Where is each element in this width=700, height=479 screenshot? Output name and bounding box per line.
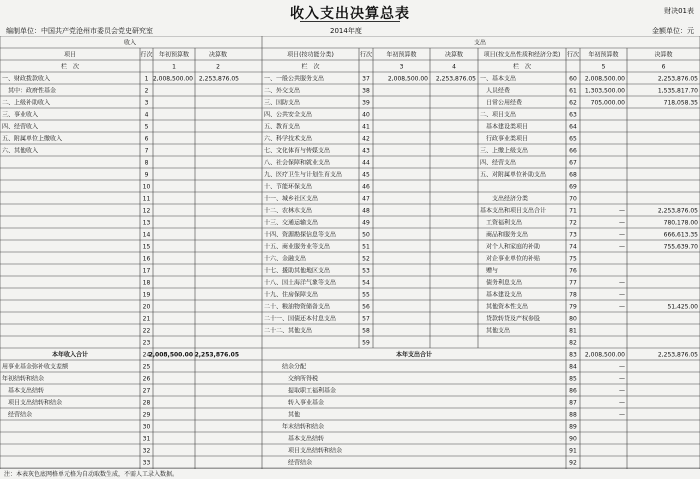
income-cell: 2,253,876.05 <box>194 351 239 359</box>
income-cell: 经营结余 <box>2 411 33 419</box>
econ-col-header: 项目(按支出性质和经济分类) <box>483 51 561 59</box>
expense-lower-cell: 86 <box>569 387 577 395</box>
func-cell: 55 <box>362 291 370 299</box>
func-cell: 53 <box>362 267 370 275</box>
econ-cell: 70 <box>569 195 577 203</box>
econ-cell: 1,303,500.00 <box>584 87 625 95</box>
income-cell: 16 <box>142 255 151 263</box>
econ-cell: 债务利息支出 <box>480 279 523 287</box>
func-cell: 54 <box>362 279 370 287</box>
expense-lower-cell: 结余分配 <box>282 363 307 371</box>
econ-cell: 60 <box>569 75 577 83</box>
econ-cell: 755,639.70 <box>663 243 698 251</box>
budget-table <box>0 36 700 469</box>
func-cell: 十一、城乡社区支出 <box>264 195 319 203</box>
income-cell: 24 <box>142 351 151 359</box>
econ-cell: 65 <box>569 135 577 143</box>
expense-lower-cell: 85 <box>569 375 577 383</box>
econ-cell: 2,008,500.00 <box>584 75 625 83</box>
econ-cell: 67 <box>569 159 577 167</box>
func-cell: 十二、农林水支出 <box>264 207 313 215</box>
income-col-index: 2 <box>216 63 220 71</box>
econ-cell: 其他支出 <box>480 327 511 335</box>
income-cell: 其中：政府性基金 <box>2 87 57 95</box>
econ-col-header: 年初预算数 <box>588 51 619 59</box>
income-col-header: 年初预算数 <box>158 51 190 59</box>
income-cell: 4 <box>144 111 149 119</box>
income-cell: 二、上级补助收入 <box>2 99 51 107</box>
income-cell: 1 <box>144 75 149 83</box>
expense-lower-cell: 本年支出合计 <box>395 351 433 359</box>
econ-cell: 2,253,876.05 <box>657 207 698 215</box>
income-cell: 30 <box>142 423 151 431</box>
income-cell: 三、事业收入 <box>2 111 39 119</box>
func-cell: 十八、国土海洋气象等支出 <box>264 279 337 287</box>
func-cell: 45 <box>362 171 370 179</box>
econ-cell: 66 <box>569 147 577 155</box>
func-cell: 二、外交支出 <box>264 87 301 95</box>
income-cell: 14 <box>142 231 151 239</box>
income-cell: 21 <box>142 315 151 323</box>
econ-cell: 51,425.00 <box>667 303 698 311</box>
income-cell: 22 <box>142 327 151 335</box>
income-cell: 19 <box>142 291 151 299</box>
expense-lower-cell: 项目支出结转和结余 <box>282 447 343 455</box>
econ-cell: 79 <box>569 303 577 311</box>
func-cell: 57 <box>362 315 370 323</box>
income-cell: 3 <box>144 99 149 107</box>
income-cell: 本年收入合计 <box>51 351 89 359</box>
income-col-index: 栏 次 <box>60 63 80 71</box>
func-col-header: 项目(按功能分类) <box>287 51 334 59</box>
func-cell: 46 <box>362 183 370 191</box>
func-col-header: 决算数 <box>444 51 464 59</box>
income-col-header: 决算数 <box>208 51 228 59</box>
income-cell: 四、经营收入 <box>2 123 39 131</box>
econ-cell: 一、基本支出 <box>480 75 517 83</box>
func-cell: 41 <box>362 123 370 131</box>
econ-cell: 718,058.35 <box>663 99 698 107</box>
econ-cell: — <box>619 207 625 215</box>
func-cell: 二十、粮油物资储备支出 <box>264 303 331 311</box>
expense-lower-cell: 84 <box>569 363 577 371</box>
econ-cell: — <box>619 231 625 239</box>
func-cell: 二十二、其他支出 <box>264 327 313 335</box>
econ-cell: 四、经营支出 <box>480 159 517 167</box>
expense-lower-cell: 其他 <box>282 411 301 419</box>
income-cell: 2,008,500.00 <box>148 351 193 359</box>
income-cell: 基本支出结转 <box>2 387 45 395</box>
econ-cell: 68 <box>569 171 577 179</box>
func-col-index: 3 <box>399 63 404 71</box>
income-cell: 10 <box>142 183 151 191</box>
econ-cell: — <box>619 243 625 251</box>
func-cell: 八、社会保障和就业支出 <box>264 159 331 167</box>
econ-col-index: 5 <box>601 63 606 71</box>
expense-lower-cell: 88 <box>569 411 577 419</box>
econ-cell: 贷款转贷及产权参股 <box>480 315 541 323</box>
econ-cell: 72 <box>569 219 577 227</box>
econ-cell: 对企事业单位的补贴 <box>480 255 541 263</box>
income-cell: 20 <box>142 303 151 311</box>
expense-lower-cell: 经营结余 <box>282 459 313 467</box>
econ-cell: 行政事业类项目 <box>480 135 529 143</box>
econ-cell: 64 <box>569 123 577 131</box>
title-underline <box>300 21 400 22</box>
income-cell: 7 <box>144 147 149 155</box>
econ-cell: 人员经费 <box>480 87 511 95</box>
func-cell: 十三、交通运输支出 <box>264 219 319 227</box>
page-title: 收入支出决算总表 <box>290 6 410 22</box>
func-cell: 十九、住房保障支出 <box>264 291 319 299</box>
func-cell: 56 <box>362 303 370 311</box>
expense-lower-cell: 92 <box>569 459 577 467</box>
econ-cell: 61 <box>569 87 577 95</box>
econ-col-header: 决算数 <box>654 51 673 59</box>
econ-cell: 基本建设支出 <box>480 291 523 299</box>
econ-cell: 三、上缴上级支出 <box>480 147 529 155</box>
income-cell: 11 <box>142 195 151 203</box>
econ-cell: 二、项目支出 <box>480 111 517 119</box>
econ-cell: 其他资本性支出 <box>480 303 529 311</box>
econ-cell: 1,535,817.70 <box>657 87 698 95</box>
expense-lower-cell: 2,008,500.00 <box>584 351 625 359</box>
expense-lower-cell: — <box>619 375 625 383</box>
func-cell: 五、教育支出 <box>264 123 301 131</box>
econ-cell: — <box>619 291 625 299</box>
income-cell: 2,253,876.05 <box>198 75 239 83</box>
expense-lower-cell: 87 <box>569 399 577 407</box>
func-cell: 43 <box>362 147 370 155</box>
func-cell: 48 <box>362 207 370 215</box>
expense-section-header: 支出 <box>473 39 487 47</box>
func-cell: 59 <box>362 339 370 347</box>
expense-lower-cell: 89 <box>569 423 577 431</box>
func-cell: 七、文化体育与传媒支出 <box>264 147 331 155</box>
func-cell: 39 <box>362 99 370 107</box>
func-cell: 九、医疗卫生与计划生育支出 <box>264 171 343 179</box>
income-cell: 2 <box>144 87 149 95</box>
econ-cell: 对个人和家庭的补助 <box>480 243 541 251</box>
income-cell: 15 <box>142 243 151 251</box>
func-col-index: 栏 次 <box>301 63 320 71</box>
econ-cell: 基本支出和项目支出合计 <box>480 207 547 215</box>
income-cell: 33 <box>142 459 151 467</box>
income-cell: 五、附属单位上缴收入 <box>2 135 63 143</box>
econ-cell: 81 <box>569 327 577 335</box>
econ-cell: 74 <box>569 243 577 251</box>
func-cell: 50 <box>362 231 370 239</box>
func-cell: 十五、商业服务业等支出 <box>264 243 331 251</box>
econ-cell: 82 <box>569 339 577 347</box>
func-cell: 一、一般公共服务支出 <box>264 75 325 83</box>
income-cell: 25 <box>142 363 151 371</box>
income-cell: 31 <box>142 435 151 443</box>
func-cell: 44 <box>362 159 370 167</box>
income-cell: 六、其他收入 <box>2 147 39 155</box>
econ-cell: — <box>619 303 625 311</box>
econ-cell: 日常公用经费 <box>480 99 523 107</box>
expense-lower-cell: 交纳所得税 <box>282 375 319 383</box>
fiscal-year: 2014年度 <box>330 27 362 35</box>
func-col-header: 行次 <box>359 51 373 59</box>
income-cell: 13 <box>142 219 151 227</box>
econ-cell: 76 <box>569 267 577 275</box>
func-cell: 六、科学技术支出 <box>264 135 313 143</box>
econ-cell: — <box>619 279 625 287</box>
reporting-unit: 编制单位：中国共产党沧州市委员会党史研究室 <box>6 27 153 35</box>
func-cell: 2,253,876.05 <box>435 75 476 83</box>
expense-lower-cell: — <box>619 411 625 419</box>
func-cell: 49 <box>362 219 370 227</box>
expense-lower-cell: 转入事业基金 <box>282 399 325 407</box>
income-cell: 2,008,500.00 <box>152 75 193 83</box>
econ-cell: 支出经济分类 <box>480 195 529 203</box>
income-cell: 18 <box>142 279 151 287</box>
amount-unit: 金额单位：元 <box>652 27 694 35</box>
econ-cell: 77 <box>569 279 577 287</box>
expense-lower-cell: 90 <box>569 435 577 443</box>
income-cell: 5 <box>144 123 149 131</box>
econ-cell: 73 <box>569 231 577 239</box>
income-cell: 12 <box>142 207 151 215</box>
func-cell: 58 <box>362 327 370 335</box>
func-col-header: 年初预算数 <box>386 51 417 59</box>
expense-lower-cell: 提取职工福利基金 <box>282 387 337 395</box>
func-cell: 42 <box>362 135 370 143</box>
expense-lower-cell: — <box>619 387 625 395</box>
econ-cell: 63 <box>569 111 577 119</box>
econ-cell: 71 <box>569 207 577 215</box>
econ-cell: 五、对附属单位补助支出 <box>480 171 547 179</box>
income-cell: 23 <box>142 339 151 347</box>
econ-col-index: 栏 次 <box>512 63 532 71</box>
econ-cell: — <box>619 219 625 227</box>
func-cell: 十六、金融支出 <box>264 255 307 263</box>
econ-cell: 基本建设类项目 <box>480 123 529 131</box>
income-cell: 26 <box>142 375 151 383</box>
econ-cell: 80 <box>569 315 577 323</box>
income-col-index: 1 <box>172 63 176 71</box>
econ-col-header: 行次 <box>566 51 580 59</box>
econ-cell: 62 <box>569 99 577 107</box>
econ-cell: 69 <box>569 183 577 191</box>
expense-lower-cell: — <box>619 363 625 371</box>
income-cell: 27 <box>142 387 151 395</box>
expense-lower-cell: 91 <box>569 447 577 455</box>
func-cell: 十七、援助其他地区支出 <box>264 267 331 275</box>
income-cell: 一、财政拨款收入 <box>2 75 51 83</box>
income-col-header: 项目 <box>63 51 77 59</box>
func-cell: 2,008,500.00 <box>387 75 428 83</box>
func-cell: 三、国防支出 <box>264 99 301 107</box>
func-col-index: 4 <box>452 63 456 71</box>
income-cell: 年初结转和结余 <box>2 375 45 383</box>
econ-cell: 78 <box>569 291 577 299</box>
income-cell: 28 <box>142 399 151 407</box>
func-cell: 52 <box>362 255 370 263</box>
income-section-header: 收入 <box>123 39 137 47</box>
func-cell: 47 <box>362 195 370 203</box>
func-cell: 十四、资源勘探信息等支出 <box>264 231 337 239</box>
func-cell: 37 <box>362 75 370 83</box>
form-id: 财决01表 <box>664 7 694 15</box>
expense-lower-cell: — <box>619 399 625 407</box>
func-cell: 四、公共安全支出 <box>264 111 313 119</box>
func-cell: 40 <box>362 111 370 119</box>
income-cell: 17 <box>142 267 151 275</box>
econ-cell: 2,253,876.05 <box>657 75 698 83</box>
income-cell: 项目支出结转和结余 <box>2 399 63 407</box>
income-col-header: 行次 <box>140 51 153 59</box>
econ-cell: 75 <box>569 255 577 263</box>
econ-cell: 705,000.00 <box>590 99 625 107</box>
func-cell: 十、节能环保支出 <box>264 183 313 191</box>
func-cell: 二十一、国债还本付息支出 <box>264 315 337 323</box>
func-cell: 51 <box>362 243 370 251</box>
econ-cell: 780,178.00 <box>663 219 698 227</box>
income-cell: 用事业基金弥补收支差额 <box>2 363 69 371</box>
income-cell: 29 <box>142 411 151 419</box>
func-cell: 38 <box>362 87 370 95</box>
econ-cell: 666,613.35 <box>663 231 698 239</box>
income-cell: 32 <box>142 447 151 455</box>
econ-col-index: 6 <box>661 63 666 71</box>
income-cell: 6 <box>144 135 149 143</box>
expense-lower-cell: 年末结转和结余 <box>282 423 325 431</box>
expense-lower-cell: 83 <box>569 351 577 359</box>
income-cell: 8 <box>144 159 149 167</box>
econ-cell: 赠与 <box>480 267 499 275</box>
econ-cell: 工资福利支出 <box>480 219 523 227</box>
expense-lower-cell: 基本支出结转 <box>282 435 325 443</box>
expense-lower-cell: 2,253,876.05 <box>657 351 698 359</box>
income-cell: 9 <box>144 171 149 179</box>
footnote: 注：本表灰色底网格单元格为自动取数生成，不需人工录入数据。 <box>4 471 179 478</box>
econ-cell: 商品和服务支出 <box>480 231 529 239</box>
